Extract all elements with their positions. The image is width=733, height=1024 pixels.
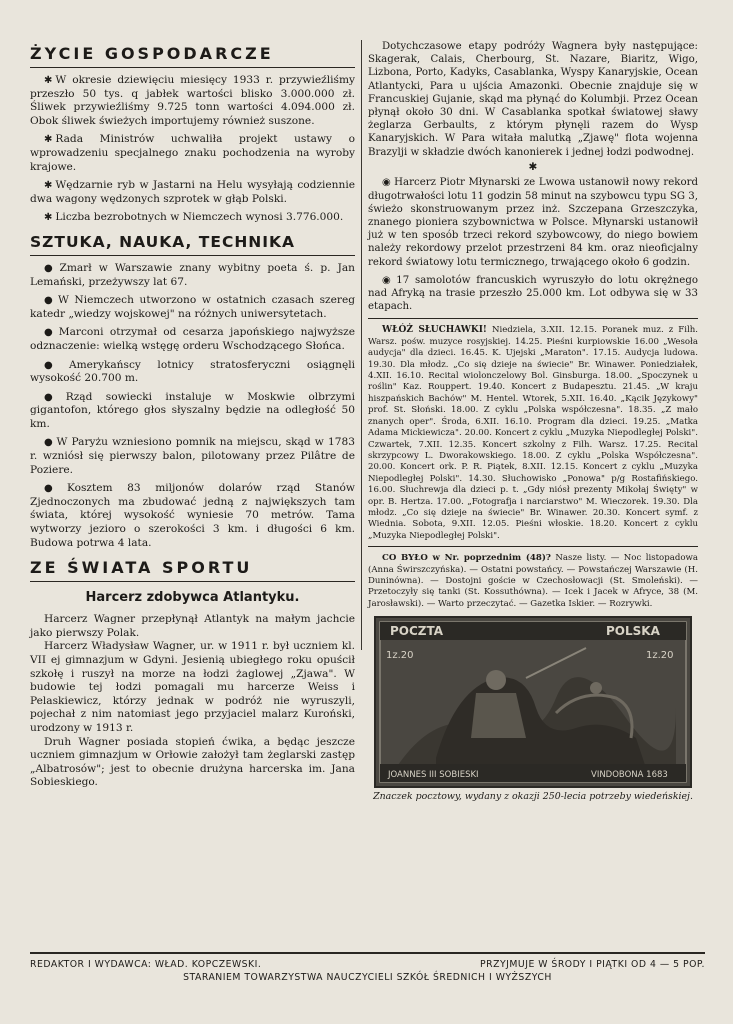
news-item: ✱ Liczba bezrobotnych w Niemczech wynosi 3.776.000. (44, 211, 344, 224)
news-item: ✱ Rada Ministrów uchwaliła projekt ustawy o wprowadzeniu specjalnego znaku pochodzenia na wyroby krajowe. (30, 133, 355, 173)
news-item: ● Zmarł w Warszawie znany wybitny poeta ś. p. Jan Lemański, przeżywszy lat 67. (30, 261, 355, 288)
section-rule (368, 318, 698, 319)
column-divider (361, 40, 362, 650)
dot-bullet-icon: ● (44, 295, 55, 307)
article-paragraph: Druh Wagner posiada stopień ćwika, a będąc jeszcze uczniem gimnazjum w Orłowie założył tam żeglarski zastęp „Albatrosów"; jest to obecnie drużyna harcerska im. Jana Sobieskiego. (30, 735, 355, 789)
target-bullet-icon: ◉ (382, 274, 394, 286)
page-footer (30, 952, 705, 984)
stamp-text-right: POLSKA (606, 624, 660, 639)
stamp-text-left: POCZTA (390, 624, 444, 639)
article-paragraph: Harcerz Władysław Wagner, ur. w 1911 r. był uczniem kl. VII ej gimnazjum w Gdyni. Jesienią ubiegłego roku opuścił szkołę i ruszył na morze na łodzi żaglowej „Zjawa". W budowie tej łodzi pomagali mu harcerze Weiss i Pelaskiewicz, którzy jednak w podróż nie wyruszyli, pojechał z nim natomiast jego przyjaciel malarz Kuroński, urodzony w 1913 r. (30, 640, 355, 734)
news-item: ✱ Wędzarnie ryb w Jastarni na Helu wysyłają codziennie dwa wagony wędzonych szprotek w głąb Polski. (30, 179, 355, 205)
radio-program: WŁÓŻ SŁUCHAWKI! Niedziela, 3.XII. 12.15. Poranek muz. z Filh. Warsz. pośw. muzyce rosyjskiej. 14.25. Pieśni kurpiowskie 16.00 „Wesoła audycja" dla dzieci. 16.45. K. Ujejski „Maraton". 17.15. Audycja ludowa. 19.30. Dla młodz. „Co się dzieje na świecie" Br. Winawer. Poniedziałek, 4.XII. 16.10. Recital wiolonczelowy Bol. Ginsburga. 18.00. „Spoczynek u roślin" Kaz. Rouppert. 19.40. Koncert z Budapesztu. 21.45. „W kraju hiszpańskich Bachów" M. Hentel. Wtorek, 5.XII. 16.40. „Kącik Językowy" prof. St. Słoński. 18.00. Z cyklu „Polska współczesna". 18.35. „Z mało znanych oper". Środa, 6.XII. 16.10. Program dla dzieci. 19.25. „Matka Adama Mickiewicza". 20.00. Koncert z cyklu „Muzyka Niepodległej Polski". Czwartek, 7.XII. 12.35. Koncert szkolny z Filh. Warsz. 17.25. Recital skrzypcowy L. Dworakowskiego. 18.00. Z cyklu „Polska Współczesna". 20.00. Koncert ork. P. R. Piątek, 8.XII. 12.15. Koncert z cyklu „Muzyka Niepodległej Polski". 14.30. Słuchowisko „Ponowa" p/g Rostafińskiego. 16.00. Słuchrewja dla dzieci p. t. „Gdy niósł prezenty Mikołaj Święty" w opr. B. Hertza. 17.00. „Fotografja i narciarstwo" M. Wieczorek. 19.30. Dla młodz. „Co się dzieje na świecie" Br. Winawer. 20.30. Koncert symf. z Wiednia. Sobota, 9.XII. 12.05. Pieśni włoskie. 18.20. Koncert z cyklu „Muzyka Niepodległej Polski". (368, 325, 699, 541)
news-item: ● Kosztem 83 miljonów dolarów rząd Stanów Zjednoczonych ma zbudować jedną z największych tam świata, której wysokość wyniesie 70 metrów. Tama wytworzy jezioro o szerokości 3 km. i długości 6 km. Budowa potrwa 4 lata. (30, 482, 355, 549)
dot-bullet-icon: ● (44, 391, 63, 403)
footer-publisher: STARANIEM TOWARZYSTWA NAUCZYCIELI SZKÓŁ ŚREDNICH I WYŻSZYCH (183, 972, 552, 983)
right-column (368, 40, 698, 803)
star-bullet-icon: ✱ (44, 212, 53, 224)
news-item: ● Amerykańscy lotnicy stratosferyczni osiągnęli wysokość 20.700 m. (30, 358, 355, 385)
dot-bullet-icon: ● (44, 327, 56, 339)
star-bullet-icon: ✱ (44, 180, 53, 192)
stamp-value-right: 1z.20 (646, 650, 674, 662)
news-item: ✱ W okresie dziewięciu miesięcy 1933 r. przywieźliśmy przeszło 50 tys. q jabłek wartości blisko 3.000.000 zł. Śliwek przywieźliśmy 9.725 tonn wartości 4.094.000 zł. Obok śliwek świeżych importujemy również suszone. (30, 74, 355, 127)
news-item: ◉ 17 samolotów francuskich wyruszyło do lotu okrężnego nad Afryką na trasie przeszło 25.000 km. Lot odbywa się w 33 etapach. (368, 274, 698, 313)
dot-bullet-icon: ● (44, 359, 66, 371)
section-rule (30, 255, 355, 256)
separator-star: ✱ (528, 160, 538, 173)
section-rule (368, 546, 698, 547)
stamp-value-left: 1z.20 (386, 650, 414, 662)
section-heading-sport: ZE ŚWIATA SPORTU (30, 558, 253, 578)
article-title: Harcerz zdobywca Atlantyku. (85, 590, 300, 606)
section-heading-sztuka: SZTUKA, NAUKA, TECHNIKA (30, 232, 296, 251)
article-paragraph: Dotychczasowe etapy podróży Wagnera były następujące: Skagerak, Calais, Cherbourg, St. Nazare, Biaritz, Wigo, Lizbona, Porto, Kadyks, Casablanka, Wyspy Kanaryjskie, Ocean Atlantycki, Para u ujścia Amazonki. Obecnie znajduje się w Francuskiej Gujanie, skąd ma płynąć do Kolumbji. Przez Ocean płynął około 30 dni. W Casablanka spotkał światowej sławy żeglarza Gerbaults, z którym płynęli razem do Wysp Kanaryjskich. W Para witała malutką „Zjawę" flota wojenna Brazylji w składzie dwóch kanonierek i jednej łodzi podwodnej. (368, 41, 698, 158)
star-bullet-icon: ✱ (44, 75, 53, 86)
left-column (30, 40, 355, 790)
dot-bullet-icon: ● (44, 262, 57, 274)
article-paragraph: Harcerz Wagner przepłynął Atlantyk na małym jachcie jako pierwszy Polak. (30, 613, 355, 639)
news-item: ● W Paryżu wzniesiono pomnik na miejscu, skąd w 1783 r. wzniósł się pierwszy balon, pilotowany przez Pilâtre de Poziere. (30, 436, 355, 476)
stamp-bottom-right: VINDOBONA 1683 (591, 770, 668, 781)
news-item: ● Marconi otrzymał od cesarza japońskiego najwyższe odznaczenie: wielką wstęgę orderu Wschodzącego Słońca. (30, 326, 355, 352)
postage-stamp-image (374, 616, 692, 788)
star-bullet-icon: ✱ (44, 134, 53, 146)
news-item: ● Rząd sowiecki instaluje w Moskwie olbrzymi gigantofon, którego głos słyszalny będzie na odległość 50 km. (30, 390, 355, 430)
footer-hours: PRZYJMUJE W ŚRODY I PIĄTKI OD 4 — 5 POP. (480, 959, 705, 970)
stamp-caption: Znaczek pocztowy, wydany z okazji 250-lecia potrzeby wiedeńskiej. (373, 791, 693, 803)
stamp-bottom-left: JOANNES III SOBIESKI (388, 770, 479, 781)
news-item: ◉ Harcerz Piotr Młynarski ze Lwowa ustanowił nowy rekord długotrwałości lotu 11 godzin 58 minut na szybowcu typu SG 3, świeżo skonstruowanym przez inż. Szczepana Grzeszczyka, znanego pioniera szybownictwa w Polsce. Młynarski ustanowił już w ten sposób trzeci rekord szybowcowy, do niego bowiem należy rekordowy przelot przestrzeni 84 km. oraz nieoficjalny rekord światowy lotu termicznego, trwającego około 6 godzin. (368, 177, 698, 268)
section-rule (30, 581, 355, 582)
section-heading-zycie: ŻYCIE GOSPODARCZE (30, 44, 274, 63)
radio-heading: WŁÓŻ SŁUCHAWKI! (382, 325, 487, 336)
news-item: ● W Niemczech utworzono w ostatnich czasach szereg katedr „wiedzy wojskowej" na różnych uniwersytetach. (30, 294, 356, 320)
section-rule (30, 67, 355, 68)
dot-bullet-icon: ● (44, 483, 64, 495)
previous-issue: CO BYŁO w Nr. poprzednim (48)? Nasze listy. — Noc listopadowa (Anna Świrszczyńska). — Ostatni powstańcy. — Powstańczej Warszawie (H. Duninówna). — Dostojni goście w Czechosłowacji (St. Smoleński). — Przetoczyły się tanki (St. Kossuthówna). — Icek i Jacek w Afryce, 38 (M. Jarosławski). — Warto przeczytać. — Gazetka Iskier. — Rozrywki. (368, 553, 699, 609)
target-bullet-icon: ◉ (382, 177, 392, 189)
previous-issue-heading: CO BYŁO w Nr. poprzednim (48)? (382, 553, 551, 564)
footer-editor: REDAKTOR I WYDAWCA: WŁAD. KOPCZEWSKI. (30, 959, 262, 970)
stamp-illustration (376, 618, 690, 786)
dot-bullet-icon: ● (44, 437, 54, 449)
